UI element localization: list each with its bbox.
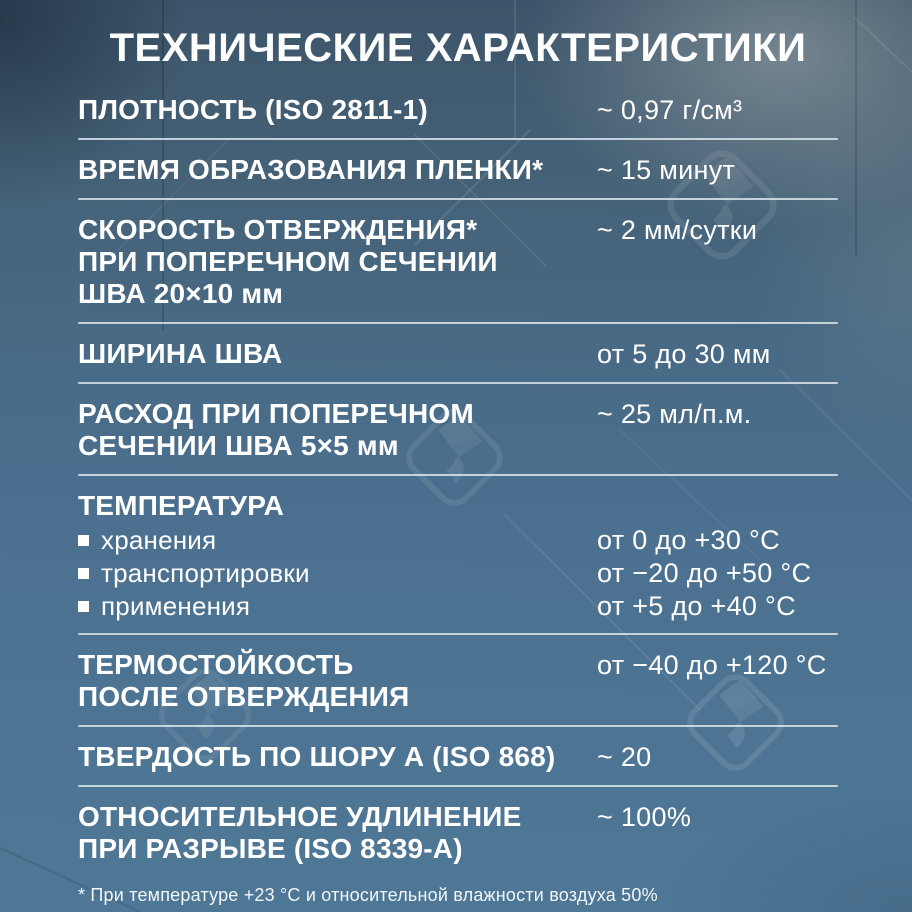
spec-value: от −40 до +120 °C: [597, 650, 827, 680]
spec-row-shore-hardness: [78, 727, 838, 785]
spec-value: от 5 до 30 мм: [597, 339, 771, 369]
spec-label: ПЛОТНОСТЬ (ISO 2811-1): [78, 94, 428, 125]
temperature-value: от −20 до +50 °C: [597, 558, 812, 588]
temperature-label: транспортировки: [101, 558, 310, 588]
temperature-row-storage: [78, 525, 838, 555]
spec-row-temperature: [78, 476, 838, 633]
spec-row-film-time: [78, 140, 838, 198]
spec-value: ~ 100%: [597, 802, 692, 832]
spec-value: ~ 0,97 г/см³: [597, 95, 743, 125]
spec-label: РАСХОД ПРИ ПОПЕРЕЧНОМ СЕЧЕНИИ ШВА 5×5 мм: [78, 398, 474, 461]
spec-value: ~ 15 минут: [597, 155, 736, 185]
temperature-row-application: [78, 591, 838, 621]
temperature-block: [78, 490, 838, 621]
footnote: * При температуре +23 °C и относительной влажности воздуха 50%: [78, 885, 658, 905]
spec-row-seam-width: [78, 324, 838, 382]
spec-label: ШИРИНА ШВА: [78, 338, 283, 369]
temperature-row-transport: [78, 558, 838, 588]
spec-label: ОТНОСИТЕЛЬНОЕ УДЛИНЕНИЕ ПРИ РАЗРЫВЕ (ISO 8339-A): [78, 801, 522, 864]
bullet-square-icon: [78, 601, 89, 612]
spec-row-consumption: [78, 384, 838, 474]
spec-label: ТВЕРДОСТЬ ПО ШОРУ А (ISO 868): [78, 741, 556, 772]
spec-row-elongation: [78, 787, 838, 869]
temperature-heading: ТЕМПЕРАТУРА: [78, 490, 285, 521]
spec-row-curing-speed: [78, 200, 838, 322]
spec-label: ТЕРМОСТОЙКОСТЬ ПОСЛЕ ОТВЕРЖДЕНИЯ: [78, 649, 410, 712]
temperature-value: от 0 до +30 °C: [597, 525, 780, 555]
spec-row-density: [78, 80, 838, 138]
bullet-square-icon: [78, 535, 89, 546]
spec-label: СКОРОСТЬ ОТВЕРЖДЕНИЯ* ПРИ ПОПЕРЕЧНОМ СЕЧЕНИИ ШВА 20×10 мм: [78, 214, 498, 309]
spec-label: ВРЕМЯ ОБРАЗОВАНИЯ ПЛЕНКИ*: [78, 154, 544, 185]
temperature-value: от +5 до +40 °C: [597, 591, 796, 621]
spec-value: ~ 20: [597, 742, 652, 772]
spec-row-heat-resistance: [78, 635, 838, 725]
bullet-square-icon: [78, 568, 89, 579]
temperature-label: применения: [101, 591, 251, 621]
spec-value: ~ 25 мл/п.м.: [597, 399, 752, 429]
temperature-label: хранения: [101, 525, 217, 555]
page-title: ТЕХНИЧЕСКИЕ ХАРАКТЕРИСТИКИ: [109, 26, 807, 70]
spec-value: ~ 2 мм/сутки: [597, 215, 758, 245]
